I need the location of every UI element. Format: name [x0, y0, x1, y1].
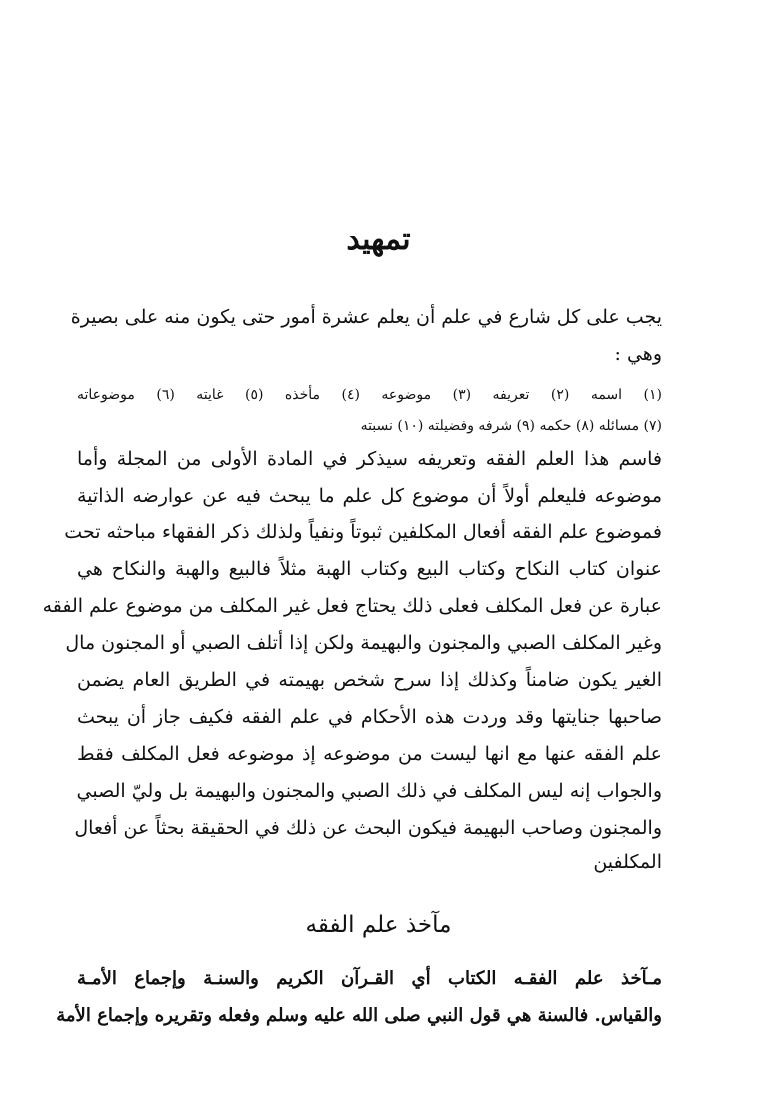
page-title: تمهيد: [346, 222, 411, 257]
section-heading: مآخذ علم الفقه: [305, 912, 452, 938]
body-line: عنوان كتاب النكاح وكتاب البيع وكتاب الهبة مثلاً فالبيع والهبة والنكاح هي: [77, 558, 662, 580]
body-line: فاسم هذا العلم الفقه وتعريفه سيذكر في المادة الأولى من المجلة وأما: [77, 448, 662, 470]
intro-line-2: وهي :: [614, 343, 662, 365]
body-line: علم الفقه عنها مع انها ليست من موضوعه إذ موضوعه فعل المكلف فقط: [77, 743, 662, 765]
list-line-2: (٧) مسائله (٨) حكمه (٩) شرفه وفضيلته (١٠) نسبته: [360, 418, 662, 434]
section-line: مـآخذ علم الفقـه الكتاب أي القـرآن الكريم والسنـة وإجماع الأمـة: [77, 968, 662, 989]
list-line-1: (١) اسمه (٢) تعريفه (٣) موضوعه (٤) مأخذه (٥) غايته (٦) موضوعاته: [77, 387, 662, 403]
body-line: الغير يكون ضامناً وكذلك إذا سرح شخص بهيمته في الطريق العام يضمن: [77, 669, 662, 691]
body-line: صاحبها جنايتها وقد وردت هذه الأحكام في علم الفقه فكيف جاز أن يبحث: [77, 706, 662, 728]
body-line: والجواب إنه ليس المكلف في ذلك الصبي والمجنون والبهيمة بل وليّ الصبي: [76, 780, 662, 802]
body-line: المكلفين: [593, 851, 662, 873]
body-line: وغير المكلف الصبي والمجنون والبهيمة ولكن إذا أتلف الصبي أو المجنون مال: [65, 632, 662, 654]
body-line: موضوعه فليعلم أولاً أن موضوع كل علم ما يبحث فيه عن عوارضه الذاتية: [77, 485, 662, 507]
intro-line-1: يجب على كل شارع في علم أن يعلم عشرة أمور حتى يكون منه على بصيرة: [70, 306, 662, 328]
body-line: فموضوع علم الفقه أفعال المكلفين ثبوتاً ونفياً ولذلك ذكر الفقهاء مباحثه تحت: [64, 521, 662, 543]
body-line: والمجنون وصاحب البهيمة فيكون البحث عن ذلك في الحقيقة بحثاً عن أفعال: [74, 817, 662, 839]
section-line: والقياس. فالسنة هي قول النبي صلى الله عليه وسلم وفعله وتقريره وإجماع الأمة: [56, 1005, 662, 1026]
body-line: عبارة عن فعل المكلف فعلى ذلك يحتاج فعل غير المكلف من موضوع علم الفقه: [42, 595, 662, 617]
